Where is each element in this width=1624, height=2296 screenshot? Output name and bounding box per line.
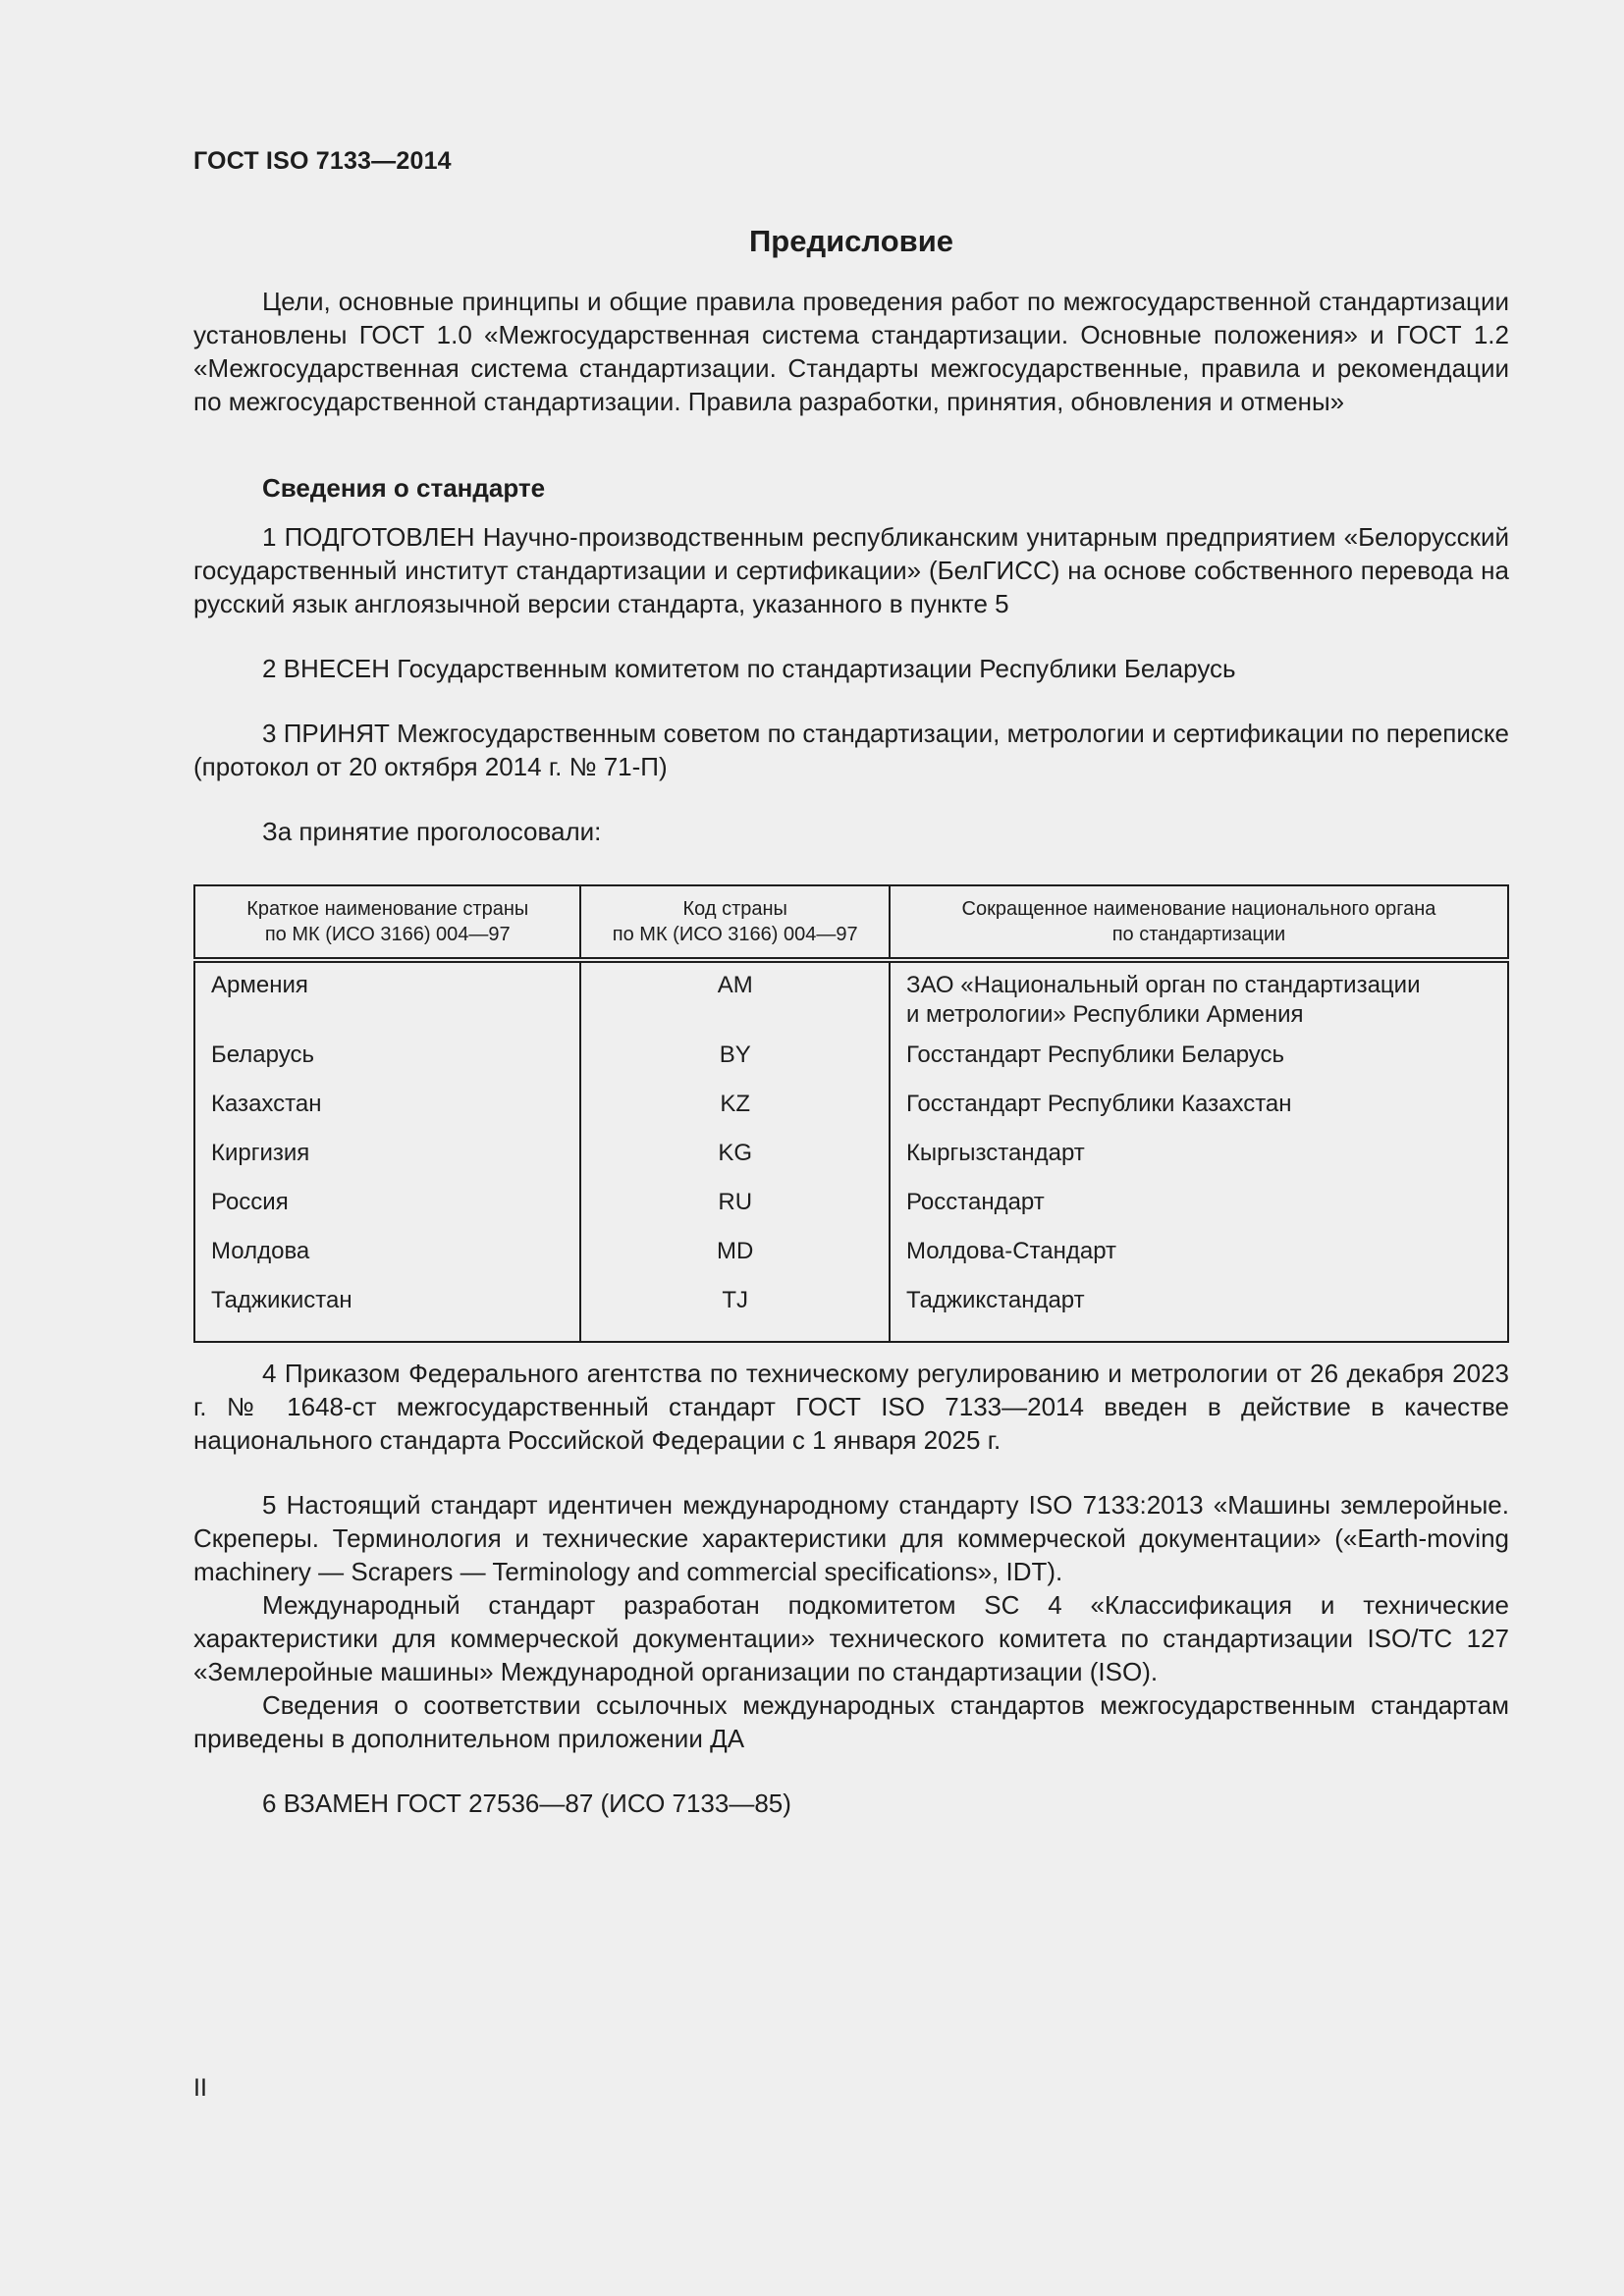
page-title: Предисловие xyxy=(748,224,953,258)
country-cell: Молдова xyxy=(194,1237,580,1286)
column-header-body-line2: по стандартизации xyxy=(1111,924,1286,945)
national-body-cell: Госстандарт Республики Казахстан xyxy=(890,1090,1508,1139)
code-cell: BY xyxy=(580,1041,889,1090)
table-row xyxy=(194,1286,1508,1342)
country-cell: Россия xyxy=(194,1188,580,1237)
document-id: ГОСТ ISO 7133—2014 xyxy=(193,147,452,175)
item-5-paragraph: 5 Настоящий стандарт идентичен международному стандарту ISO 7133:2013 «Машины землеройные. Скреперы. Терминология и технические характеристики для коммерческой документации» («Earth-moving machinery — Scrapers — Terminology and commercial specifications», IDT). xyxy=(193,1490,1509,1586)
national-body-cell: Кыргызстандарт xyxy=(890,1139,1508,1188)
national-body-cell: Росстандарт xyxy=(890,1188,1508,1237)
member-states-table xyxy=(193,884,1509,1343)
table-row xyxy=(194,1237,1508,1286)
national-body-line2: и метрологии» Республики Армения xyxy=(905,1001,1304,1028)
national-body-cell: Госстандарт Республики Беларусь xyxy=(890,1041,1508,1090)
page-number: II xyxy=(193,2074,207,2102)
standard-info-heading: Сведения о стандарте xyxy=(262,473,546,503)
item-3-paragraph: 3 ПРИНЯТ Межгосударственным советом по стандартизации, метрологии и сертификации по переписке (протокол от 20 октября 2014 г. № 71-П) xyxy=(193,719,1509,781)
item-4-paragraph: 4 Приказом Федерального агентства по техническому регулированию и метрологии от 26 декабря 2023 г. № 1648-ст межгосударственный стандарт ГОСТ ISO 7133—2014 введен в действие в качестве национального стандарта Российской Федерации с 1 января 2025 г. xyxy=(193,1359,1509,1455)
national-body-cell: Молдова-Стандарт xyxy=(890,1237,1508,1286)
item-2-paragraph: 2 ВНЕСЕН Государственным комитетом по стандартизации Республики Беларусь xyxy=(262,654,1236,683)
country-cell: Армения xyxy=(194,960,580,1041)
voted-label: За принятие проголосовали: xyxy=(262,817,602,846)
column-header-country xyxy=(194,885,580,960)
column-header-national-body xyxy=(890,885,1508,960)
national-body-cell: Таджикстандарт xyxy=(890,1286,1508,1342)
intro-paragraph: Цели, основные принципы и общие правила проведения работ по межгосударственной стандартизации установлены ГОСТ 1.0 «Межгосударственная система стандартизации. Основные положения» и ГОСТ 1.2 «Межгосударственная система стандартизации. Стандарты межгосударственные, правила и рекомендации по межгосударственной стандартизации. Правила разработки, принятия, обновления и отмены» xyxy=(193,287,1509,416)
column-header-country-line2: по МК (ИСО 3166) 004—97 xyxy=(264,924,511,945)
code-cell: MD xyxy=(580,1237,889,1286)
document-page xyxy=(193,0,1509,2296)
item-5-second-paragraph: Международный стандарт разработан подкомитетом SC 4 «Классификация и технические характеристики для коммерческой документации» технического комитета по стандартизации ISO/TC 127 «Землеройные машины» Международной организации по стандартизации (ISO). xyxy=(193,1590,1509,1686)
code-cell: KG xyxy=(580,1139,889,1188)
table-row xyxy=(194,1139,1508,1188)
table-row xyxy=(194,1041,1508,1090)
column-header-body-line1: Сокращенное наименование национального органа xyxy=(961,898,1436,920)
country-cell: Беларусь xyxy=(194,1041,580,1090)
code-cell: RU xyxy=(580,1188,889,1237)
code-cell: AM xyxy=(580,960,889,1041)
table-row xyxy=(194,960,1508,1041)
table-row xyxy=(194,1188,1508,1237)
code-cell: KZ xyxy=(580,1090,889,1139)
table-row xyxy=(194,1090,1508,1139)
national-body-line1: ЗАО «Национальный орган по стандартизации xyxy=(905,972,1421,998)
item-5-third-paragraph: Сведения о соответствии ссылочных международных стандартов межгосударственным стандартам приведены в дополнительном приложении ДА xyxy=(193,1690,1509,1753)
national-body-cell xyxy=(890,960,1508,1041)
column-header-code xyxy=(580,885,889,960)
country-cell: Казахстан xyxy=(194,1090,580,1139)
country-cell: Киргизия xyxy=(194,1139,580,1188)
table-header-row xyxy=(194,885,1508,960)
code-cell: TJ xyxy=(580,1286,889,1342)
item-6-paragraph: 6 ВЗАМЕН ГОСТ 27536—87 (ИСО 7133—85) xyxy=(262,1789,791,1818)
item-1-paragraph: 1 ПОДГОТОВЛЕН Научно-производственным республиканским унитарным предприятием «Белорусский государственный институт стандартизации и сертификации» (БелГИСС) на основе собственного перевода на русский язык англоязычной версии стандарта, указанного в пункте 5 xyxy=(193,522,1509,618)
column-header-country-line1: Краткое наименование страны xyxy=(246,898,529,920)
column-header-code-line1: Код страны xyxy=(682,898,787,920)
country-cell: Таджикистан xyxy=(194,1286,580,1342)
column-header-code-line2: по МК (ИСО 3166) 004—97 xyxy=(612,924,858,945)
